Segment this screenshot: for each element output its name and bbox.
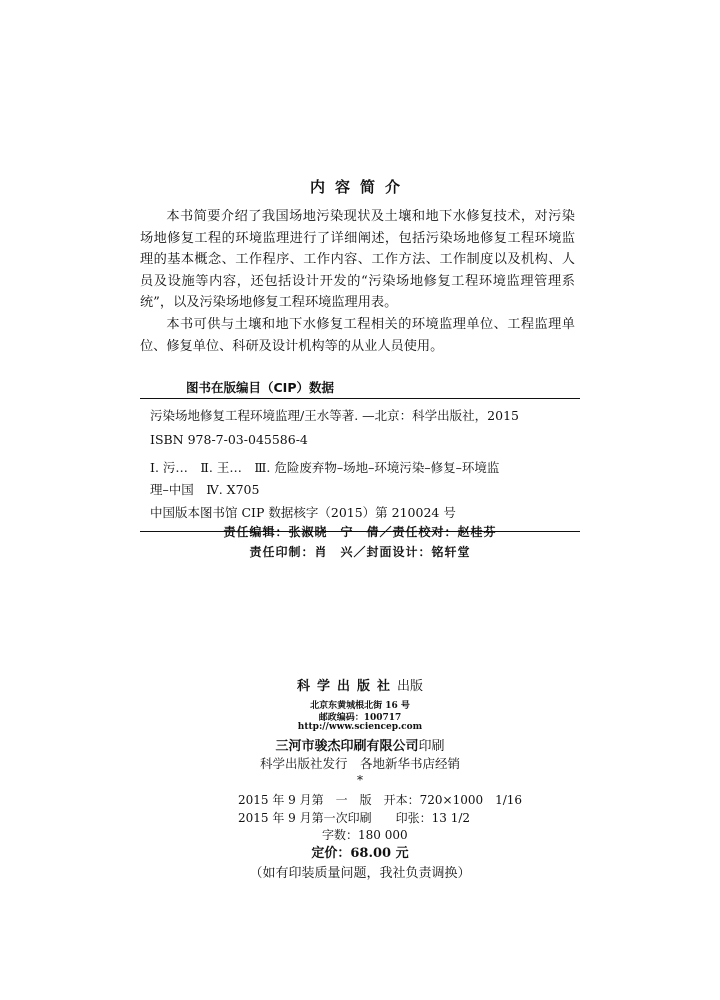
separator-star: *	[357, 773, 363, 787]
publisher-logo-text: 科学出版社	[296, 679, 397, 694]
cip-data-number: 中国版本图书馆 CIP 数据核字（2015）第 210024 号	[150, 505, 456, 520]
cip-classification-line-2: 理–中国 Ⅳ. X705	[150, 482, 260, 497]
edition-info: 2015 年 9 月第 一 版 开本：720×1000 1/16	[238, 793, 523, 807]
publisher-name	[0, 675, 720, 694]
publisher-address: 北京东黄城根北街 16 号	[310, 701, 410, 711]
cip-classification-line-1: Ⅰ. 污… Ⅱ. 王… Ⅲ. 危险废弃物–场地–环境污染–修复–环境监	[150, 460, 500, 475]
intro-paragraph-1: 本书简要介绍了我国场地污染现状及土壤和地下水修复技术，对污染场地修复工程的环境监理进行了详细阐述，包括污染场地修复工程环境监理的基本概念、工作程序、工作内容、工作方法、工作制度以及机构、人员及设施等内容，还包括设计开发的“污染场地修复工程环境监理管理系统”，以及污染场地修复工程环境监理用表。	[140, 209, 575, 311]
section-title: 内容简介	[309, 178, 410, 196]
credits-line-1: 责任编辑：张淑晓 宁 倩／责任校对：赵桂芬	[223, 525, 497, 539]
credits-line-2: 责任印制：肖 兴／封面设计：铭轩堂	[249, 545, 471, 559]
cip-heading: 图书在版编目（CIP）数据	[186, 380, 334, 395]
intro-text	[140, 206, 575, 357]
cip-isbn: ISBN 978-7-03-045586-4	[150, 432, 308, 447]
cip-bibliographic-line: 污染场地修复工程环境监理/王水等著. —北京：科学出版社，2015	[150, 408, 519, 423]
quality-note: （如有印装质量问题，我社负责调换）	[249, 866, 471, 881]
cip-block	[140, 398, 580, 532]
printer-company: 三河市骏杰印刷有限公司	[275, 739, 419, 754]
publisher-suffix: 出版	[397, 679, 424, 694]
intro-paragraph-2: 本书可供与土壤和地下水修复工程相关的环境监理单位、工程监理单位、修复单位、科研及设计机构等的从业人员使用。	[140, 316, 575, 354]
distribution: 科学出版社发行 各地新华书店经销	[259, 756, 460, 771]
publisher-postcode: 邮政编码：100717	[318, 713, 402, 723]
printer-name	[0, 735, 720, 754]
publisher-website: http://www.sciencep.com	[297, 722, 423, 732]
word-count: 字数：180 000	[322, 828, 408, 842]
printing-info: 2015 年 9 月第一次印刷 印张：13 1/2	[238, 811, 471, 825]
price: 定价：68.00 元	[311, 846, 409, 861]
printer-suffix: 印刷	[418, 739, 445, 754]
